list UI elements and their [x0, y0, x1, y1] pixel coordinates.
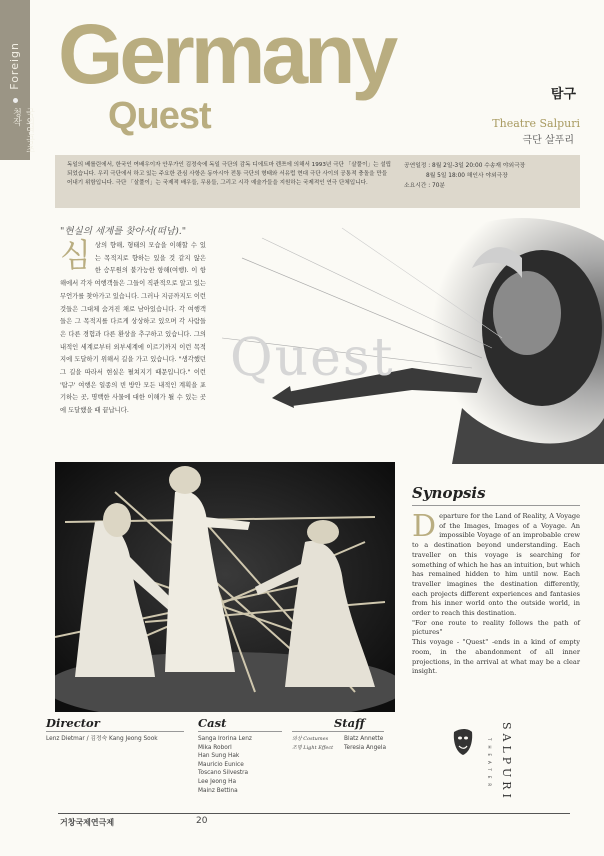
page-number: 20 — [196, 816, 208, 826]
director-heading: Director — [46, 716, 100, 730]
synopsis-paragraph: This voyage - "Quest" -ends in a kind of empty room, in the abandonment of all inner projections, in the arrival at what may be a clear insight. — [412, 638, 580, 676]
drop-cap: 심 — [60, 236, 91, 274]
staff-list — [292, 735, 386, 752]
staff-role: 의상 Costumes — [292, 736, 329, 742]
page-title: Germany — [58, 7, 395, 101]
essay-body — [60, 236, 206, 418]
footer-divider — [58, 813, 570, 814]
schedule-block — [404, 161, 525, 191]
bullet-dot — [13, 98, 18, 103]
synopsis-paragraph: eparture for the Land of Reality, A Voyage of the Images, Images of a Voyage. An impossible Voyage of an improbable crew to a destination beyond understanding. Each traveller on this voyage is searching for something of which he has an intuition, but which has remained hidden to him until now. Each traveller imagines the destination differently, each projects different experiences and fantasies from his inner world onto the outside world, in order to reach this destination. — [412, 512, 580, 618]
section-label: 국외연극초청작 — [11, 108, 34, 153]
divider — [198, 731, 282, 732]
staff-name: Blatz Annette — [344, 736, 384, 742]
company-name-ko: 극단 살푸리 — [522, 135, 574, 146]
cast-member: Mauricio Eunice — [198, 761, 244, 768]
director-name: Lenz Dietmar / 김정숙 Kang Jeong Sook — [46, 736, 158, 742]
logo-subtitle: THEATER — [487, 738, 492, 792]
poster-title: Quest — [230, 328, 395, 388]
theater-mask-icon — [452, 728, 474, 756]
synopsis-heading: Synopsis — [412, 484, 486, 502]
schedule-line: 공연일정 : 8월 2일-3일 20:00 수송재 야외극장 — [404, 163, 526, 169]
cast-heading: Cast — [198, 716, 227, 730]
staff-role: 조명 Light Effect — [292, 744, 334, 751]
intro-band — [55, 155, 580, 208]
staff-row — [292, 744, 386, 753]
company-name-en: Theatre Salpuri — [492, 117, 580, 130]
divider — [46, 731, 184, 732]
staff-name: Teresia Angela — [344, 744, 387, 751]
staff-heading: Staff — [334, 716, 365, 730]
staff-row — [292, 735, 386, 744]
genre-label: 탐구 — [550, 87, 576, 102]
cast-member: Han Sung Hak — [198, 753, 240, 760]
running-time: 소요시간 : 70분 — [404, 183, 446, 189]
category-label: Foreign — [8, 42, 21, 90]
essay-text: 상의 향해, 형태의 모습을 이해할 수 있는 목적지로 향하는 있을 것 같지 않은 한 승무원의 불가능한 항해(여행). 이 항해에서 각자 여행객들은 그들이 직관적으로 알고 있는 무언가를 찾아가고 있습니다. 그러나 지금까지도 이런 것들은 그대체 숨겨진 채로 남아있습니다. 각 여행객들은 그 목적지를 다르게 상상하고 있으며 각 사람들은 다른 경험과 다른 환상을 추구하고 있습니다. 그의 내적인 세계로부터 외부세계에 이르기까지 이런 목적지에 도달하기 위해서 길을 가고 있습니다. "생각했던 그 길을 따라서 현실은 펼쳐지기 때문입니다." 이런 '탐구' 여행은 일종의 빈 방안 모든 내적인 계획을 포기하는 곳, 명백한 사물에 대한 이해가 될 수 있는 곳에 도달했을 때 끝납니다. — [60, 242, 206, 415]
synopsis-quote: "For one route to reality follows the path of pictures" — [412, 618, 580, 637]
cast-member: Mainz Bettina — [198, 787, 238, 794]
cast-member: Mika Roborl — [198, 744, 232, 751]
essay-title: "현실의 세계를 찾아서(떠남)." — [60, 226, 187, 237]
cast-member: Lee Jeong Ha — [198, 778, 237, 785]
drop-cap: D — [412, 509, 437, 544]
company-intro: 독일의 베를린에서, 한국인 여배우이자 안무가인 김정숙에 독일 극단의 감독 디에트마 렌쯔에 의해서 1993년 극단 「살풀이」는 설립되었습니다. 우리 극단에서 하고 있는 주요한 관심 사항은 동아시아 전통 극단의 형태와 서유럽 현대 극단 사이의 공통적 충돌을 만들어내기 위함입니다. 극단 「살풀이」는 국제적 배우들, 무용들, 그리고 시각 예술가들을 지원하는 국제적인 연극 단체입니다. — [67, 162, 392, 186]
poster-image — [222, 218, 604, 464]
cast-member: Toscano Silvestra — [198, 770, 249, 777]
schedule-line: 8월 5일 18:00 해인사 야외극장 — [426, 173, 508, 179]
cast-member: Sanga Irorina Lenz — [198, 736, 252, 742]
synopsis-body — [412, 509, 580, 677]
logo-wordmark: SALPURI — [500, 722, 513, 802]
divider — [412, 505, 580, 506]
divider — [292, 731, 384, 732]
magazine-name: 거창국제연극제 — [60, 818, 115, 827]
play-title: Quest — [108, 95, 211, 137]
cast-list — [198, 735, 252, 795]
stage-photo-art — [55, 462, 395, 712]
stage-photo — [55, 462, 395, 712]
section-tab — [0, 0, 34, 160]
